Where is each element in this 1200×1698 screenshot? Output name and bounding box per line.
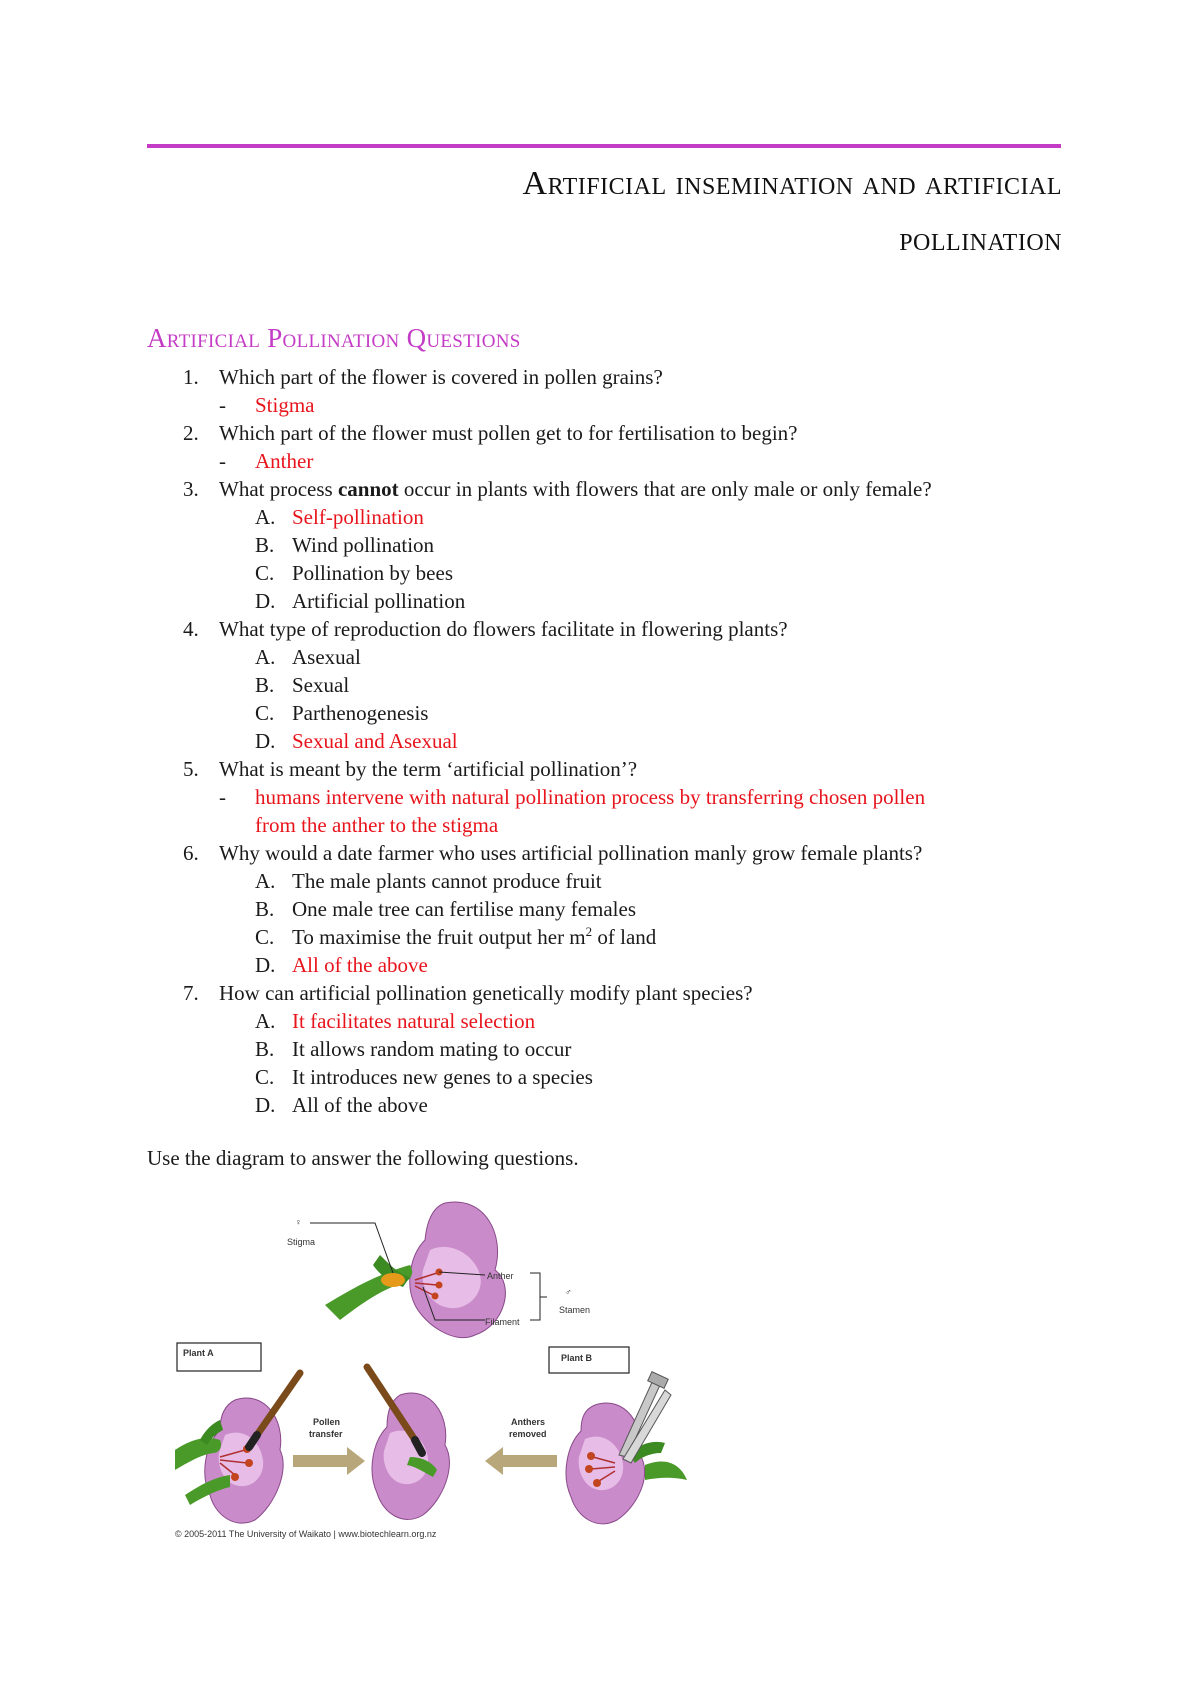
answer-5-continued: [147, 811, 1067, 839]
option-text: It introduces new genes to a species: [292, 1065, 593, 1089]
question-text: What is meant by the term ‘artificial pollination’?: [219, 757, 638, 781]
stigma-label: Stigma: [287, 1237, 316, 1247]
option-4a: [147, 643, 1067, 671]
plant-b-flower: [566, 1372, 687, 1524]
option-4d: [147, 727, 1067, 755]
option-letter: D.: [255, 729, 276, 753]
option-text: All of the above: [292, 1093, 428, 1117]
option-text-pre: To maximise the fruit output her m: [292, 925, 586, 949]
pollination-diagram: [175, 1195, 755, 1585]
option-text-post: of land: [592, 925, 657, 949]
question-number: 1.: [183, 365, 199, 389]
option-3b: [147, 531, 1067, 559]
option-4c: [147, 699, 1067, 727]
pollen-transfer-arrow: [293, 1447, 365, 1475]
option-3c: [147, 559, 1067, 587]
option-text: Artificial pollination: [292, 589, 466, 613]
option-7a: [147, 1007, 1067, 1035]
anther-label: Anther: [487, 1271, 514, 1281]
option-letter: D.: [255, 589, 276, 613]
question-text-post: occur in plants with flowers that are only male or only female?: [398, 477, 932, 501]
diagram-credit: © 2005-2011 The University of Waikato | www.biotechlearn.org.nz: [175, 1529, 437, 1539]
option-7b: [147, 1035, 1067, 1063]
male-symbol: ♂: [565, 1287, 572, 1297]
answer-text-line-1: humans intervene with natural pollination process by transferring chosen pollen: [255, 785, 926, 809]
option-text: It allows random mating to occur: [292, 1037, 572, 1061]
option-letter: A.: [255, 645, 276, 669]
question-5: [147, 755, 1067, 783]
stamen-label: Stamen: [559, 1305, 591, 1315]
option-letter: A.: [255, 1009, 276, 1033]
option-superscript: 2: [585, 924, 593, 939]
question-number: 2.: [183, 421, 199, 445]
question-text-pre: What process: [219, 477, 338, 501]
female-symbol: ♀: [295, 1217, 302, 1227]
plant-a-flower: [175, 1373, 300, 1523]
option-text: [292, 923, 656, 951]
option-4b: [147, 671, 1067, 699]
question-3: [147, 475, 1067, 503]
option-text: Parthenogenesis: [292, 701, 429, 725]
option-letter: A.: [255, 869, 276, 893]
question-number: 6.: [183, 841, 199, 865]
option-letter: B.: [255, 533, 275, 557]
option-text: The male plants cannot produce fruit: [292, 869, 602, 893]
top-flower: [325, 1202, 505, 1338]
option-letter: B.: [255, 1037, 275, 1061]
option-text: It facilitates natural selection: [292, 1009, 536, 1033]
option-text: All of the above: [292, 953, 428, 977]
answer-dash: -: [219, 449, 226, 473]
question-1: [147, 363, 1067, 391]
question-text: Which part of the flower is covered in pollen grains?: [219, 365, 663, 389]
anthers-removed-line-2: removed: [509, 1429, 547, 1439]
question-text: [219, 475, 932, 503]
anthers-removed-arrow: [485, 1447, 557, 1475]
option-text: Pollination by bees: [292, 561, 453, 585]
option-letter: D.: [255, 953, 276, 977]
option-letter: C.: [255, 1065, 275, 1089]
document-title: [182, 156, 1062, 268]
option-letter: C.: [255, 701, 275, 725]
option-letter: B.: [255, 673, 275, 697]
pollen-transfer-line-2: transfer: [309, 1429, 343, 1439]
option-6c: [147, 923, 1067, 951]
question-text: Why would a date farmer who uses artificial pollination manly grow female plants?: [219, 841, 923, 865]
answer-text: Anther: [255, 449, 314, 473]
answer-5: [147, 783, 1067, 811]
diagram-instruction: Use the diagram to answer the following questions.: [147, 1146, 579, 1170]
question-number: 3.: [183, 477, 199, 501]
pollen-transfer-line-1: Pollen: [313, 1417, 341, 1427]
plant-a-label: Plant A: [183, 1348, 214, 1358]
middle-flower: [367, 1367, 449, 1519]
option-7c: [147, 1063, 1067, 1091]
plant-b-label: Plant B: [561, 1353, 593, 1363]
question-number: 5.: [183, 757, 199, 781]
option-text: Sexual: [292, 673, 350, 697]
option-text: Wind pollination: [292, 533, 435, 557]
filament-label: Filament: [485, 1317, 520, 1327]
option-6a: [147, 867, 1067, 895]
section-heading: Artificial Pollination Questions: [147, 323, 521, 353]
option-6b: [147, 895, 1067, 923]
option-text: Sexual and Asexual: [292, 729, 458, 753]
page-rule: [147, 144, 1061, 148]
question-7: [147, 979, 1067, 1007]
title-line-2: pollination: [899, 221, 1062, 258]
question-list: [147, 363, 1067, 1119]
option-letter: B.: [255, 897, 275, 921]
answer-2: [147, 447, 1067, 475]
question-4: [147, 615, 1067, 643]
question-2: [147, 419, 1067, 447]
title-line-1: Artificial insemination and artificial: [522, 165, 1062, 202]
question-text: How can artificial pollination genetically modify plant species?: [219, 981, 753, 1005]
option-3a: [147, 503, 1067, 531]
question-number: 7.: [183, 981, 199, 1005]
option-text: One male tree can fertilise many females: [292, 897, 636, 921]
option-letter: C.: [255, 925, 275, 949]
answer-1: [147, 391, 1067, 419]
answer-dash: -: [219, 393, 226, 417]
option-3d: [147, 587, 1067, 615]
option-text: Self-pollination: [292, 505, 424, 529]
option-6d: [147, 951, 1067, 979]
question-6: [147, 839, 1067, 867]
answer-dash: -: [219, 785, 226, 809]
answer-text: Stigma: [255, 393, 315, 417]
question-number: 4.: [183, 617, 199, 641]
option-letter: C.: [255, 561, 275, 585]
option-text: Asexual: [292, 645, 361, 669]
option-letter: D.: [255, 1093, 276, 1117]
question-text: What type of reproduction do flowers facilitate in flowering plants?: [219, 617, 788, 641]
question-text-bold: cannot: [337, 477, 399, 501]
answer-text-line-2: from the anther to the stigma: [255, 813, 499, 837]
option-letter: A.: [255, 505, 276, 529]
option-7d: [147, 1091, 1067, 1119]
question-text: Which part of the flower must pollen get to for fertilisation to begin?: [219, 421, 798, 445]
anthers-removed-line-1: Anthers: [511, 1417, 546, 1427]
